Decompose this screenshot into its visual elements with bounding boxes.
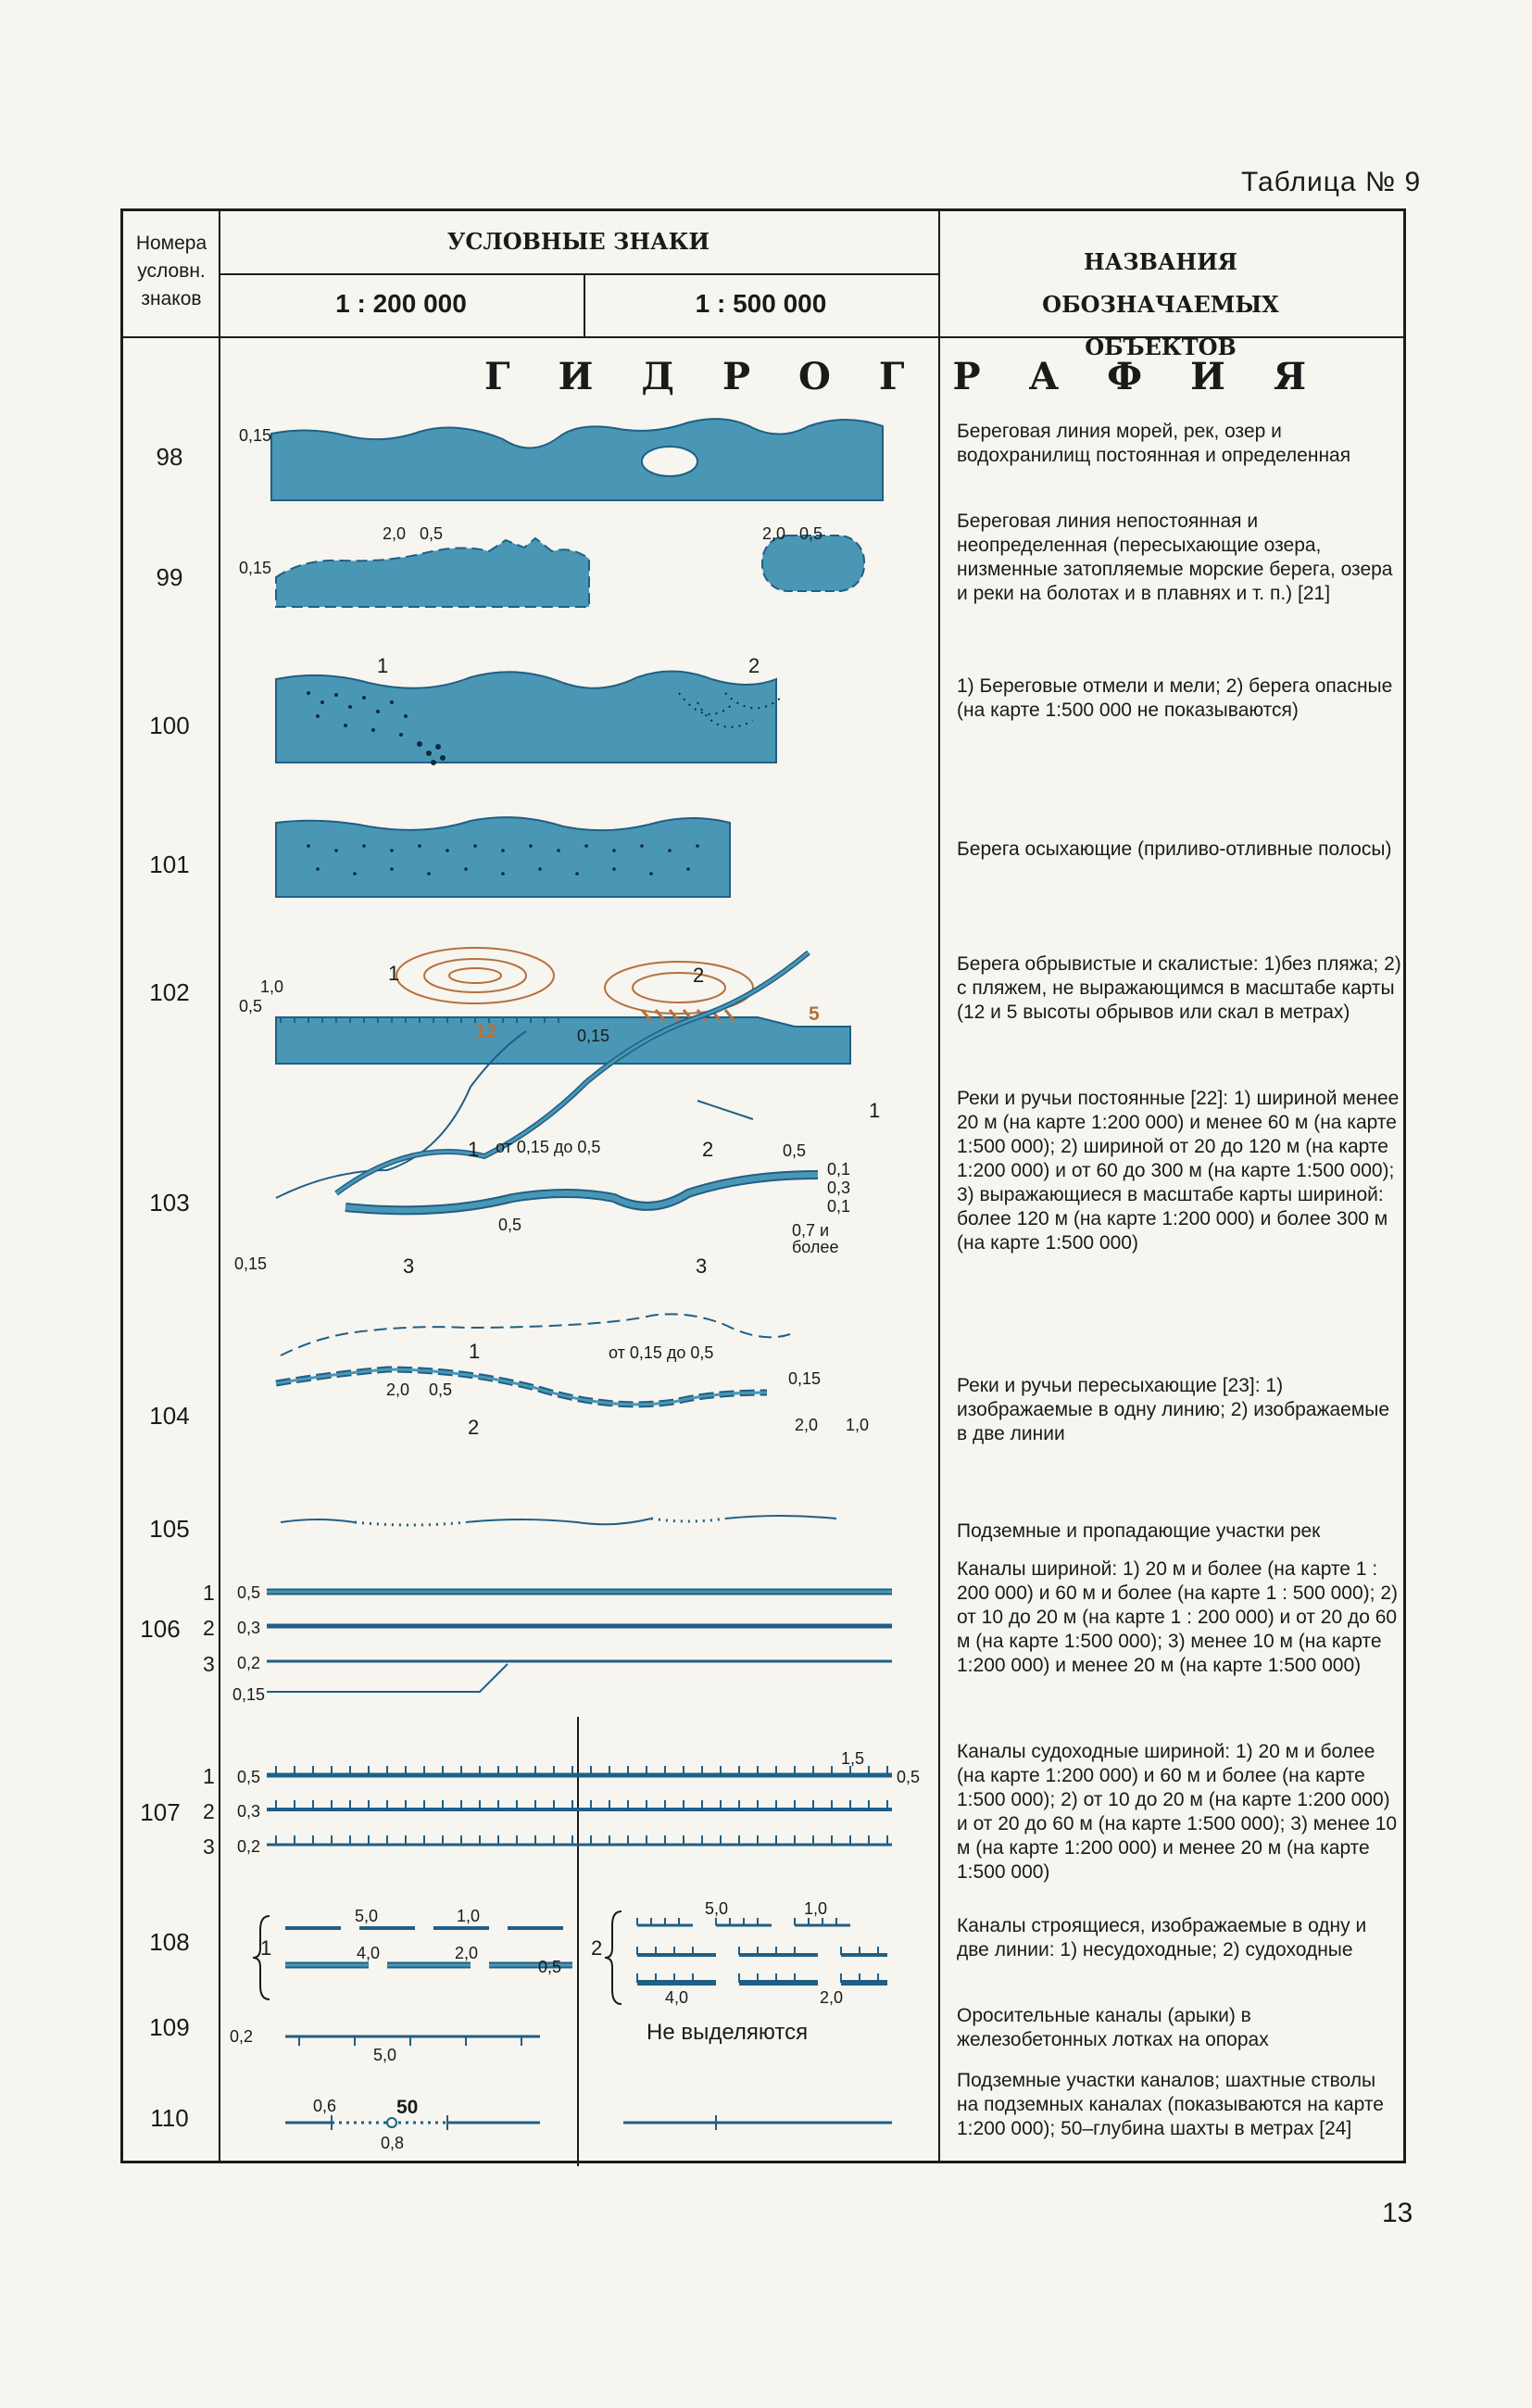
row-description: Каналы судоходные шириной: 1) 20 м и более (на карте 1:200 000) и 60 м и более (на карте 1:500 000); 2) от 10 до 20 м (на карте 1:200 000) и от 20 до 60 м (на карте 1:500 000); 3) менее 10 м (на карте 1:200 000) и менее 20 м (на карте 1:500 000) [957, 1741, 1398, 1883]
interval-label: 5,0 [373, 2046, 397, 2064]
gap-length-label: 0,5 [429, 1381, 453, 1399]
scale-500000-header: 1 : 500 000 [695, 289, 827, 318]
section-title: ГИДРОГРАФИЯ [484, 355, 1355, 398]
variant-label: 1 [469, 1340, 481, 1363]
tick-length-label: 1,5 [841, 1749, 865, 1768]
variant-label: 2 [702, 1138, 714, 1161]
symbol-102-cliff-coast [276, 1017, 850, 1064]
symbol-99-intermittent-lake [762, 536, 864, 591]
row-description: Реки и ручьи постоянные [22]: 1) шириной менее 20 м (на карте 1:200 000) и менее 60 м (на карте 1:500 000); 2) шириной от 20 до 120 м (на карте 1:200 000) и от 60 до 300 м (на карте 1:500 000); 3) выражающиеся в масштабе карты шириной: более 120 м (на карте 1:200 000) и более 300 м (на карте 1:500 000) [957, 1088, 1400, 1254]
row-description: Берега обрывистые и скалистые: 1)без пляжа; 2) с пляжем, не выражающимся в масштабе карты (12 и 5 высоты обрывов или скал в метрах) [957, 953, 1401, 1023]
line-weight-label: 0,5 [897, 1768, 921, 1786]
line-weight-label: 0,5 [498, 1216, 522, 1234]
variant-label: 2 [748, 654, 760, 677]
symbol-103-rivers [276, 952, 818, 1210]
cliff-height-label: 12 [475, 1021, 497, 1042]
line-weight-label: 0,2 [237, 1654, 261, 1672]
row-description: Реки и ручьи пересыхающие [23]: 1) изображаемые в одну линию; 2) изображаемые в две линии [957, 1375, 1390, 1444]
symbol-106-canals [267, 1592, 892, 1692]
gap-length-label: 2,0 [455, 1944, 479, 1962]
row-number: 102 [149, 978, 190, 1006]
variant-label: 1 [869, 1099, 881, 1122]
row-number: 103 [149, 1189, 190, 1217]
sub-number: 2 [203, 1616, 215, 1640]
line-weight-label: 0,15 [234, 1254, 268, 1273]
gap-length-label: 2,0 [820, 1988, 844, 2007]
line-weight-label: 0,3 [827, 1179, 851, 1197]
gap-length-label: 0,5 [420, 524, 444, 543]
variant-label: 2 [468, 1416, 480, 1439]
variant-label: 1 [468, 1138, 480, 1161]
sub-number: 1 [203, 1581, 215, 1605]
variant-label: 3 [403, 1254, 415, 1278]
sub-number: 3 [203, 1652, 215, 1676]
row-number: 104 [149, 1402, 190, 1430]
line-weight-label: 0,2 [230, 2027, 254, 2046]
width-range-label: от 0,15 до 0,5 [609, 1343, 714, 1362]
symbol-110-underground-canal [285, 2115, 892, 2130]
symbol-109-irrigation-canal [285, 2036, 540, 2046]
line-weight-label: 0,3 [237, 1619, 261, 1637]
symbol-102-cliff-ticks [281, 1017, 559, 1023]
interval-label: 0,8 [381, 2134, 405, 2152]
sub-number: 1 [203, 1764, 215, 1788]
scale-200000-header: 1 : 200 000 [335, 289, 467, 318]
symbol-98-island [642, 447, 697, 476]
dash-length-label: 2,0 [386, 1381, 410, 1399]
page-number: 13 [1382, 2198, 1413, 2228]
row-number: 109 [149, 2013, 190, 2041]
gap-length-label: 1,0 [457, 1907, 481, 1925]
symbol-drawings [123, 211, 1409, 2166]
dash-length-label: 2,0 [762, 524, 786, 543]
legend-table [120, 208, 1406, 2163]
variant-label: 1 [377, 654, 389, 677]
numbers-column-header: Номера условн. знаков [135, 233, 207, 309]
symbol-98-permanent-coastline [271, 419, 883, 500]
symbol-108-canals-under-construction [253, 1911, 887, 2004]
line-weight-label: 0,15 [788, 1369, 822, 1388]
line-weight-label: 0,5 [783, 1141, 807, 1160]
cliff-height-label: 5 [809, 1003, 820, 1025]
variant-label: 2 [693, 964, 705, 987]
row-number: 107 [140, 1798, 181, 1826]
row-description: 1) Береговые отмели и мели; 2) берега опасные (на карте 1:500 000 не показываются) [957, 675, 1393, 721]
symbol-105-underground-river [281, 1519, 355, 1522]
line-weight-label: 1,0 [260, 977, 284, 996]
gap-length-label: 1,0 [804, 1899, 828, 1918]
row-number: 98 [156, 443, 183, 471]
width-range-label: от 0,15 до 0,5 [496, 1138, 601, 1156]
line-weight-label: 0,1 [827, 1160, 851, 1179]
tick-length-label: 0,6 [313, 2097, 337, 2115]
shaft-depth-label: 50 [396, 2097, 419, 2118]
row-number: 108 [149, 1928, 190, 1956]
symbol-107-navigable-canals [267, 1766, 892, 1845]
line-weight-label: 0,1 [827, 1197, 851, 1216]
line-weight-label: 0,15 [232, 1685, 266, 1704]
symbol-99-intermittent-coastline [276, 538, 589, 607]
symbol-101-drying-banks [276, 817, 730, 897]
row-description: Подземные участки каналов; шахтные стволы на подземных каналах (показываются на карте 1:200 000); 50–глубина шахты в метрах [24] [957, 2070, 1384, 2139]
dash-length-label: 5,0 [355, 1907, 379, 1925]
row-number: 99 [156, 563, 183, 591]
line-weight-label: 0,15 [239, 426, 272, 445]
variant-label: 2 [591, 1936, 603, 1960]
row-description: Подземные и пропадающие участки рек [957, 1520, 1321, 1542]
row-description: Береговая линия непостоянная и неопределенная (пересыхающие озера, низменные затопляемые морские берега, озера и реки на болотах и в плавнях и т. п.) [21] [957, 511, 1393, 604]
line-weight-label: 0,2 [237, 1837, 261, 1856]
row-description: Берега осыхающие (приливо-отливные полосы) [957, 838, 1392, 860]
line-weight-label: 0,15 [577, 1027, 610, 1045]
line-weight-label: 0,7 и более [792, 1221, 839, 1256]
variant-label: 1 [388, 962, 400, 985]
row-number: 105 [149, 1515, 190, 1543]
dash-length-label: 2,0 [795, 1416, 819, 1434]
line-weight-label: 0,15 [239, 559, 272, 577]
names-column-header: НАЗВАНИЯ ОБОЗНАЧАЕМЫХ ОБЪЕКТОВ [1042, 248, 1279, 360]
dash-length-label: 2,0 [383, 524, 407, 543]
symbol-100-shoals [276, 671, 776, 763]
dash-length-label: 5,0 [705, 1899, 729, 1918]
not-shown-note: Не выделяются [647, 2020, 809, 2045]
row-number: 110 [150, 2104, 189, 2132]
gap-length-label: 0,5 [799, 524, 823, 543]
dash-length-label: 4,0 [357, 1944, 381, 1962]
line-weight-label: 0,3 [237, 1802, 261, 1821]
row-number: 106 [140, 1615, 181, 1643]
line-weight-label: 0,5 [237, 1583, 261, 1602]
line-weight-label: 0,5 [237, 1768, 261, 1786]
row-description: Каналы строящиеся, изображаемые в одну и две линии: 1) несудоходные; 2) судоходные [957, 1915, 1367, 1960]
sub-number: 2 [203, 1799, 215, 1823]
row-number: 100 [149, 712, 190, 739]
dash-length-label: 4,0 [665, 1988, 689, 2007]
symbols-column-header: УСЛОВНЫЕ ЗНАКИ [446, 228, 710, 255]
row-description: Каналы шириной: 1) 20 м и более (на карте 1 : 200 000) и 60 м и более (на карте 1 : 500 000); 2) от 10 до 20 м (на карте 1 : 200 000) и от 20 до 60 м (на карте 1:500 000); 3) менее 10 м (на карте 1:200 000) и менее 20 м (на карте 1:500 000) [957, 1558, 1398, 1676]
line-weight-label: 0,5 [538, 1958, 562, 1976]
variant-label: 1 [260, 1936, 272, 1960]
row-description: Береговая линия морей, рек, озер и водохранилищ постоянная и определенная [957, 421, 1351, 466]
symbol-104-intermittent-river-single [281, 1314, 790, 1355]
line-weight-label: 0,5 [239, 997, 263, 1015]
row-number: 101 [149, 851, 190, 878]
variant-label: 3 [696, 1254, 708, 1278]
table-caption: Таблица № 9 [1241, 167, 1422, 197]
gap-length-label: 1,0 [846, 1416, 870, 1434]
row-description: Оросительные каналы (арыки) в железобетонных лотках на опорах [957, 2005, 1269, 2050]
sub-number: 3 [203, 1834, 215, 1859]
